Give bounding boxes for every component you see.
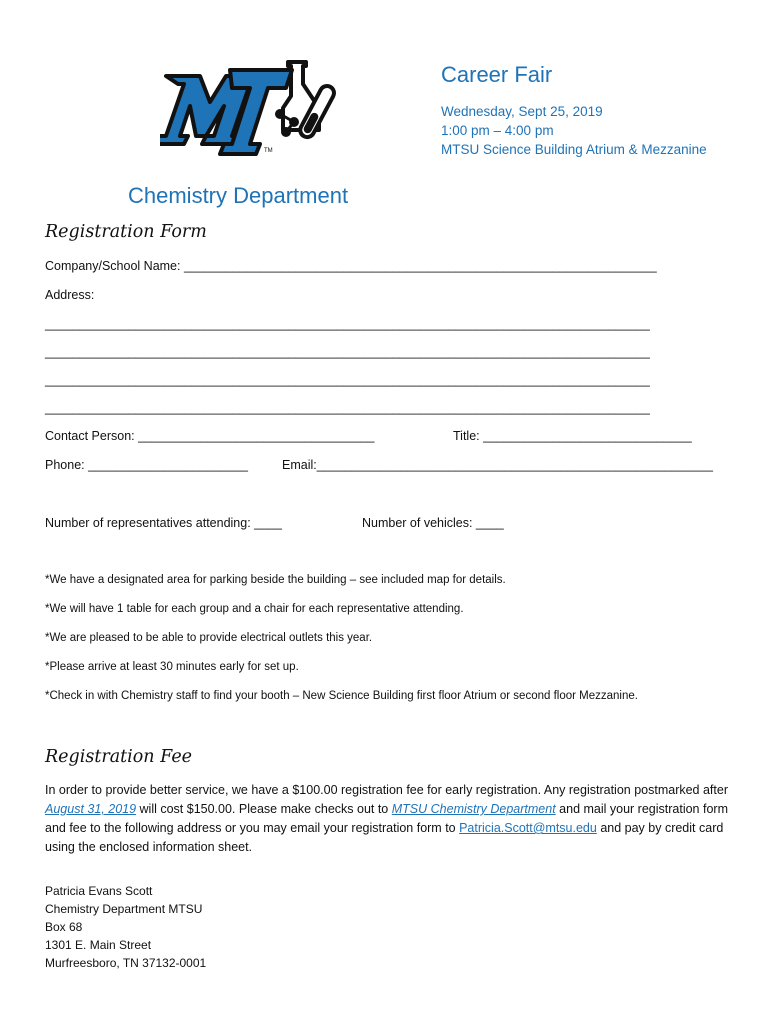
note-arrival: *Please arrive at least 30 minutes early for set up.	[45, 661, 299, 673]
mt-chemistry-logo	[160, 52, 340, 162]
phone-field[interactable]: Phone: _______________________	[45, 458, 248, 472]
event-title: Career Fair	[441, 62, 553, 87]
fee-text-3: and mail your registration form and fee to the following address or you may email your registration form to	[45, 802, 728, 835]
representatives-count-field[interactable]: Number of representatives attending: ____	[45, 516, 282, 530]
note-outlets: *We are pleased to be able to provide electrical outlets this year.	[45, 632, 373, 644]
address-line-2[interactable]: _______________________________________________________________________________________	[45, 345, 650, 359]
payee-link[interactable]: MTSU Chemistry Department	[391, 802, 556, 816]
address-line-1[interactable]: _______________________________________________________________________________________	[45, 317, 650, 331]
registration-fee-heading: Registration Fee	[45, 747, 193, 767]
trademark-mark: TM	[264, 148, 273, 154]
fee-text-2: will cost $150.00. Please make checks out to	[136, 802, 392, 816]
chemistry-flask-logo-icon	[160, 52, 340, 162]
event-date: Wednesday, Sept 25, 2019	[441, 104, 603, 119]
company-name-field[interactable]: Company/School Name: ____________________________________________________________________	[45, 259, 657, 273]
address-city: Murfreesboro, TN 37132-0001	[45, 956, 207, 970]
email-field[interactable]: Email:_________________________________________________________	[282, 458, 713, 472]
department-title: Chemistry Department	[128, 183, 349, 208]
address-line-4[interactable]: _______________________________________________________________________________________	[45, 401, 650, 415]
note-parking: *We have a designated area for parking beside the building – see included map for details.	[45, 574, 506, 586]
registration-form-heading: Registration Form	[45, 222, 207, 242]
event-location: MTSU Science Building Atrium & Mezzanine	[441, 142, 707, 157]
fee-paragraph	[45, 781, 735, 857]
address-name: Patricia Evans Scott	[45, 884, 153, 898]
address-line-3[interactable]: _______________________________________________________________________________________	[45, 373, 650, 387]
contact-person-field[interactable]: Contact Person: __________________________________	[45, 429, 375, 443]
note-tables: *We will have 1 table for each group and a chair for each representative attending.	[45, 603, 464, 615]
deadline-link[interactable]: August 31, 2019	[45, 802, 137, 816]
address-label: Address:	[45, 288, 95, 302]
email-link[interactable]: Patricia.Scott@mtsu.edu	[459, 821, 597, 835]
vehicles-count-field[interactable]: Number of vehicles: ____	[362, 516, 504, 530]
address-department: Chemistry Department MTSU	[45, 902, 203, 916]
event-time: 1:00 pm – 4:00 pm	[441, 123, 554, 138]
address-street: 1301 E. Main Street	[45, 938, 152, 952]
address-box: Box 68	[45, 920, 83, 934]
note-check-in: *Check in with Chemistry staff to find your booth – New Science Building first floor Atrium or second floor Mezzanine.	[45, 690, 638, 702]
title-field[interactable]: Title: ______________________________	[453, 429, 692, 443]
fee-text-4: and pay by credit card using the enclosed information sheet.	[45, 821, 724, 854]
fee-text-1: In order to provide better service, we have a $100.00 registration fee for early registration. Any registration postmarked after	[45, 783, 728, 797]
